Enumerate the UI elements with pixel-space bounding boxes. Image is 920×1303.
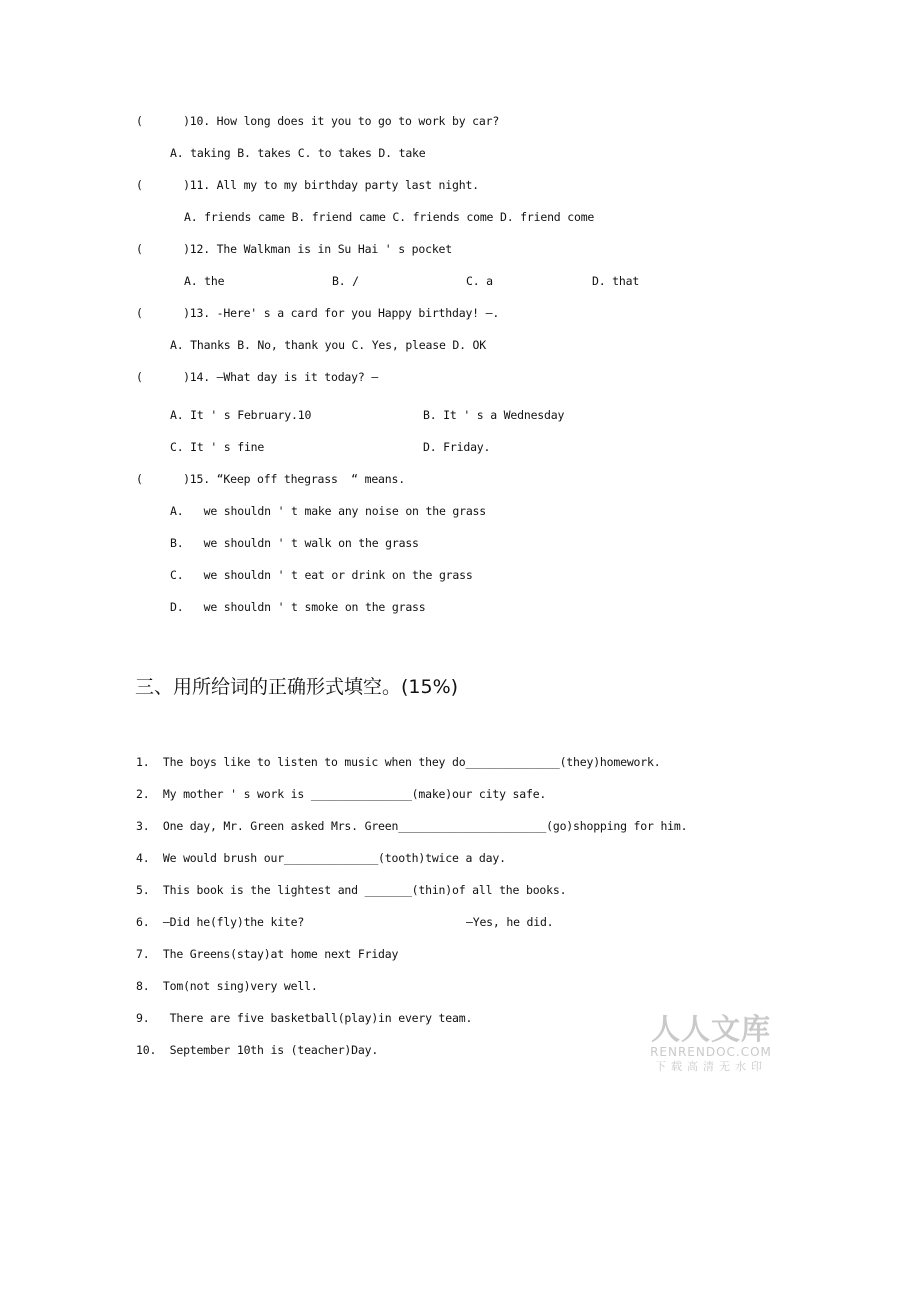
fill-item-8: 8. Tom(not sing)very well. [136,979,318,993]
fill-item-4: 4. We would brush our______________(tooth)twice a day. [136,851,506,865]
q10-options: A. taking B. takes C. to takes D. take [170,146,426,160]
q14-option-d: D. Friday. [423,440,491,454]
q12-option-b: B. / [332,274,359,288]
q12-option-c: C. a [466,274,493,288]
q14-option-b: B. It ' s a Wednesday [423,408,565,422]
fill-item-5: 5. This book is the lightest and _______(thin)of all the books. [136,883,567,897]
q14-option-a: A. It ' s February.10 [170,408,312,422]
q10-stem: ( )10. How long does it you to go to work by car? [136,114,500,128]
q13-stem: ( )13. -Here' s a card for you Happy birthday! —. [136,306,500,320]
fill-item-1: 1. The boys like to listen to music when they do______________(they)homework. [136,755,661,769]
q15-option-d: D. we shouldn ' t smoke on the grass [170,600,426,614]
watermark-title: 人人文库 [650,1012,771,1046]
q14-option-c: C. It ' s fine [170,440,265,454]
q15-option-b: B. we shouldn ' t walk on the grass [170,536,419,550]
watermark-url: RENRENDOC.COM [650,1045,772,1059]
q11-stem: ( )11. All my to my birthday party last night. [136,178,479,192]
q15-stem: ( )15. “Keep off thegrass “ means. [136,472,405,486]
fill-item-2: 2. My mother ' s work is _______________(make)our city safe. [136,787,547,801]
q13-options: A. Thanks B. No, thank you C. Yes, please D. OK [170,338,487,352]
watermark-subtitle: 下载高清无水印 [655,1060,767,1073]
fill-item-10: 10. September 10th is (teacher)Day. [136,1043,379,1057]
q12-stem: ( )12. The Walkman is in Su Hai ' s pocket [136,242,453,256]
q15-option-a: A. we shouldn ' t make any noise on the grass [170,504,487,518]
q14-stem: ( )14. —What day is it today? — [136,370,379,384]
fill-item-6: 6. —Did he(fly)the kite? [136,915,305,929]
fill-item-9: 9. There are five basketball(play)in every team. [136,1011,473,1025]
q12-option-d: D. that [592,274,640,288]
q15-option-c: C. we shouldn ' t eat or drink on the grass [170,568,473,582]
section-3-heading: 三、用所给词的正确形式填空。(15%) [135,676,459,698]
fill-item-6-answer: —Yes, he did. [466,915,554,929]
fill-item-3: 3. One day, Mr. Green asked Mrs. Green______________________(go)shopping for him. [136,819,688,833]
q11-options: A. friends came B. friend came C. friends come D. friend come [184,210,595,224]
watermark [646,1013,776,1075]
q12-option-a: A. the [184,274,225,288]
fill-item-7: 7. The Greens(stay)at home next Friday [136,947,399,961]
